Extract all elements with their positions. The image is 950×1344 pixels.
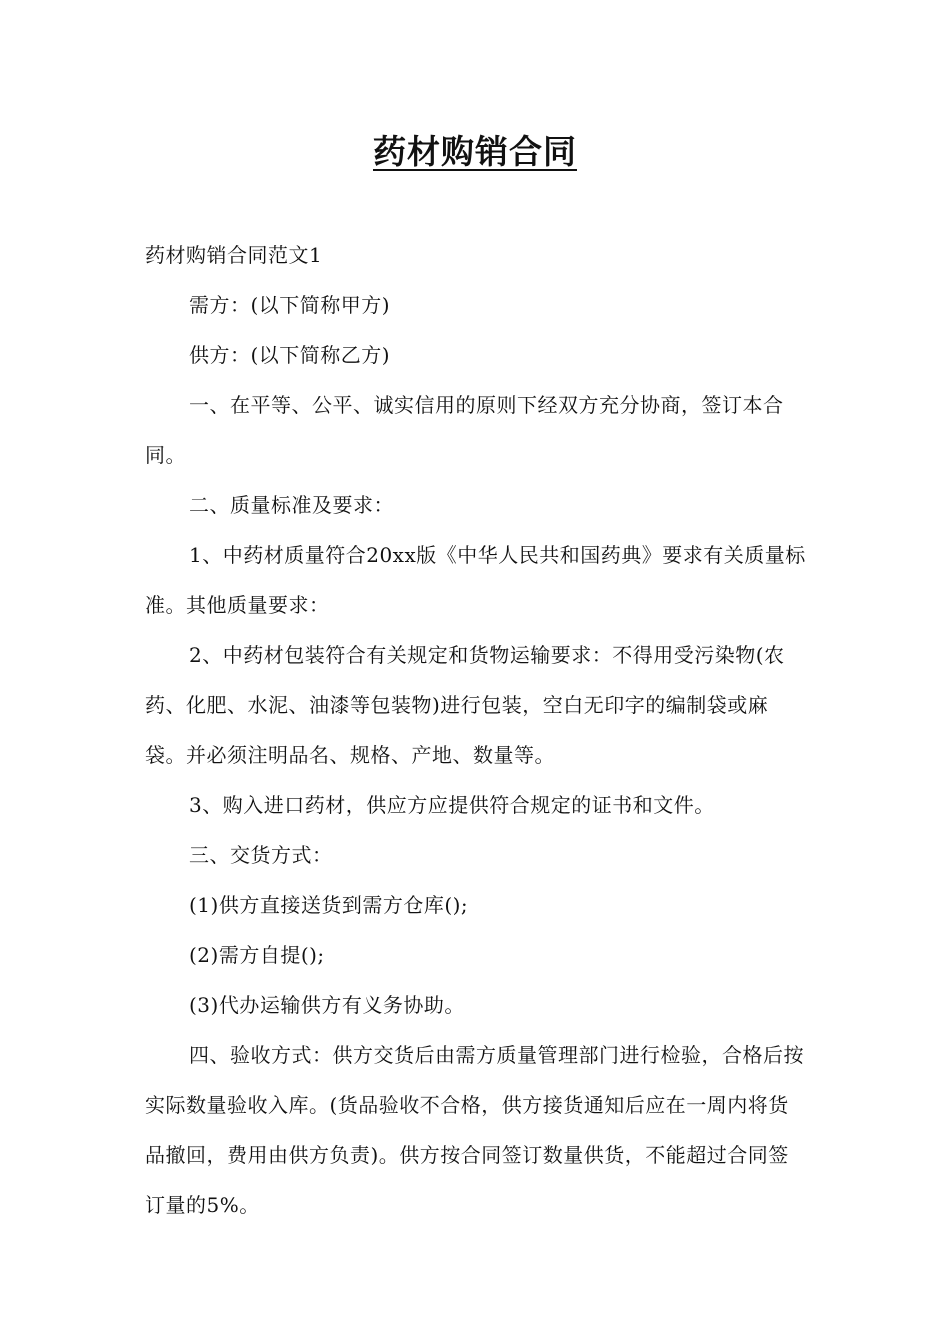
- paragraph-clause-2: 二、质量标准及要求：: [189, 493, 394, 517]
- document-title-text: 药材购销合同: [373, 132, 577, 171]
- paragraph-heading: 药材购销合同范文1: [145, 243, 323, 267]
- document-body: [145, 230, 807, 1230]
- paragraph-clause-2-3: 3、购入进口药材，供应方应提供符合规定的证书和文件。: [189, 793, 715, 817]
- paragraph-clause-4: 四、验收方式：供方交货后由需方质量管理部门进行检验，合格后按实际数量验收入库。(货品验收不合格，供方接货通知后应在一周内将货品撤回，费用由供方负责)。供方按合同签订数量供货，不能超过合同签订量的5%。: [145, 1043, 804, 1217]
- paragraph-clause-3-3: (3)代办运输供方有义务协助。: [189, 993, 465, 1017]
- paragraph-clause-2-1: 1、中药材质量符合20xx版《中华人民共和国药典》要求有关质量标准。其他质量要求：: [145, 543, 806, 617]
- paragraph-clause-3: 三、交货方式：: [189, 843, 333, 867]
- paragraph-clause-3-2: (2)需方自提();: [189, 943, 325, 967]
- paragraph-clause-2-2: 2、中药材包装符合有关规定和货物运输要求：不得用受污染物(农药、化肥、水泥、油漆等包装物)进行包装，空白无印字的编制袋或麻袋。并必须注明品名、规格、产地、数量等。: [145, 643, 785, 767]
- document-title: [0, 130, 950, 174]
- paragraph-clause-3-1: (1)供方直接送货到需方仓库();: [189, 893, 469, 917]
- paragraph-supplier: 供方：(以下简称乙方): [189, 343, 391, 367]
- paragraph-clause-1: 一、在平等、公平、诚实信用的原则下经双方充分协商，签订本合同。: [145, 393, 784, 467]
- paragraph-buyer: 需方：(以下简称甲方): [189, 293, 391, 317]
